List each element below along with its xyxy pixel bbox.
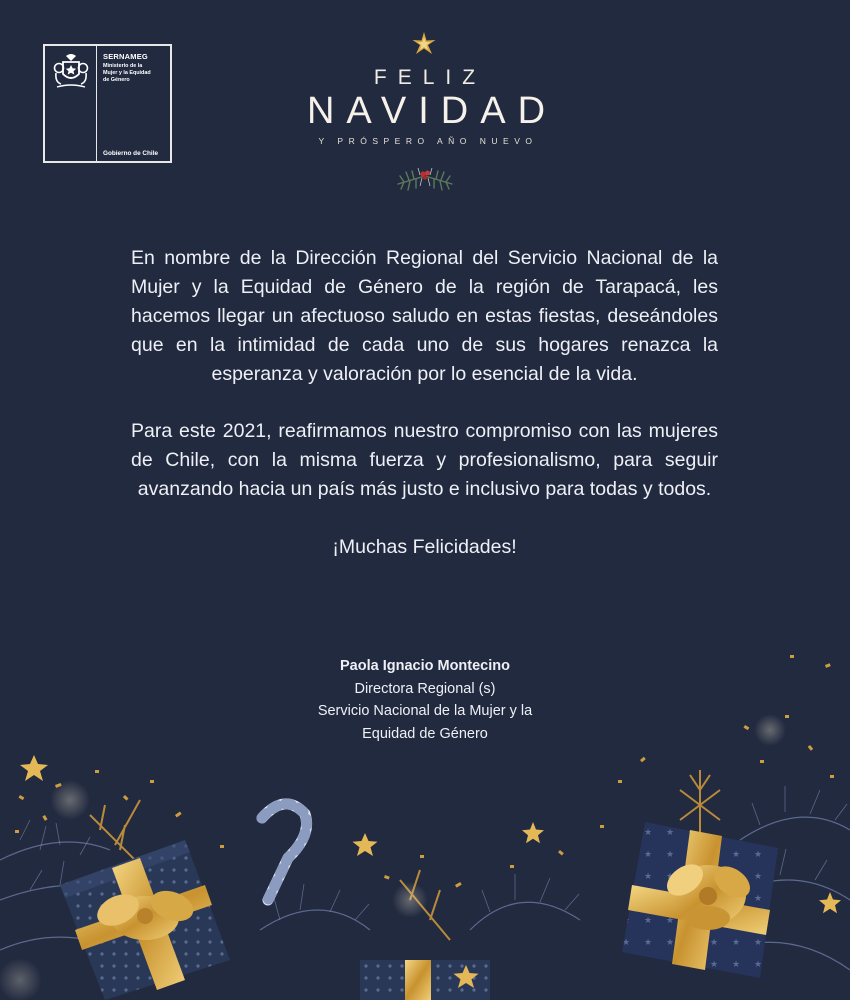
gift-box-icon xyxy=(622,822,778,978)
logo-ministry-line: Ministerio de la xyxy=(103,63,143,69)
gold-star-bow-icon xyxy=(411,31,437,57)
holly-branch-icon xyxy=(394,162,456,194)
message-body xyxy=(131,244,718,562)
gift-box-icon xyxy=(60,840,230,1000)
signature-title: Directora Regional (s) xyxy=(354,680,496,697)
candy-cane-icon xyxy=(262,804,307,900)
signature-name: Paola Ignacio Montecino xyxy=(340,658,510,674)
message-greeting: ¡Muchas Felicidades! xyxy=(332,536,517,558)
title-navidad: NAVIDAD xyxy=(306,90,558,132)
logo-org: SERNAMEG xyxy=(103,52,148,61)
logo-ministry-line: Mujer y la Equidad xyxy=(103,69,151,76)
signature-org-line: Equidad de Género xyxy=(362,725,488,742)
signature-org-line: Servicio Nacional de la Mujer y la xyxy=(317,703,533,719)
message-paragraph-2: Para este 2021, reafirmamos nuestro compromiso con las mujeres de Chile, con la misma fuerza y profesionalismo, para seguir avanzando hacia un país más justo e inclusivo para todas y todos. xyxy=(131,420,718,500)
title-subtitle: Y PRÓSPERO AÑO NUEVO xyxy=(318,136,538,146)
christmas-decorations xyxy=(0,600,850,1000)
logo-ministry-line: de Género xyxy=(103,76,130,83)
title-feliz: FELIZ xyxy=(373,66,487,89)
message-paragraph-1: En nombre de la Dirección Regional del Servicio Nacional de la Mujer y la Equidad de Género de la región de Tarapacá, les hacemos llegar un afectuoso saludo en estas fiestas, deseándoles que en la intimidad de cada uno de sus hogares renazca la esperanza y valoración por lo esencial de la vida. xyxy=(131,247,718,385)
logo-government: Gobierno de Chile xyxy=(103,150,159,157)
